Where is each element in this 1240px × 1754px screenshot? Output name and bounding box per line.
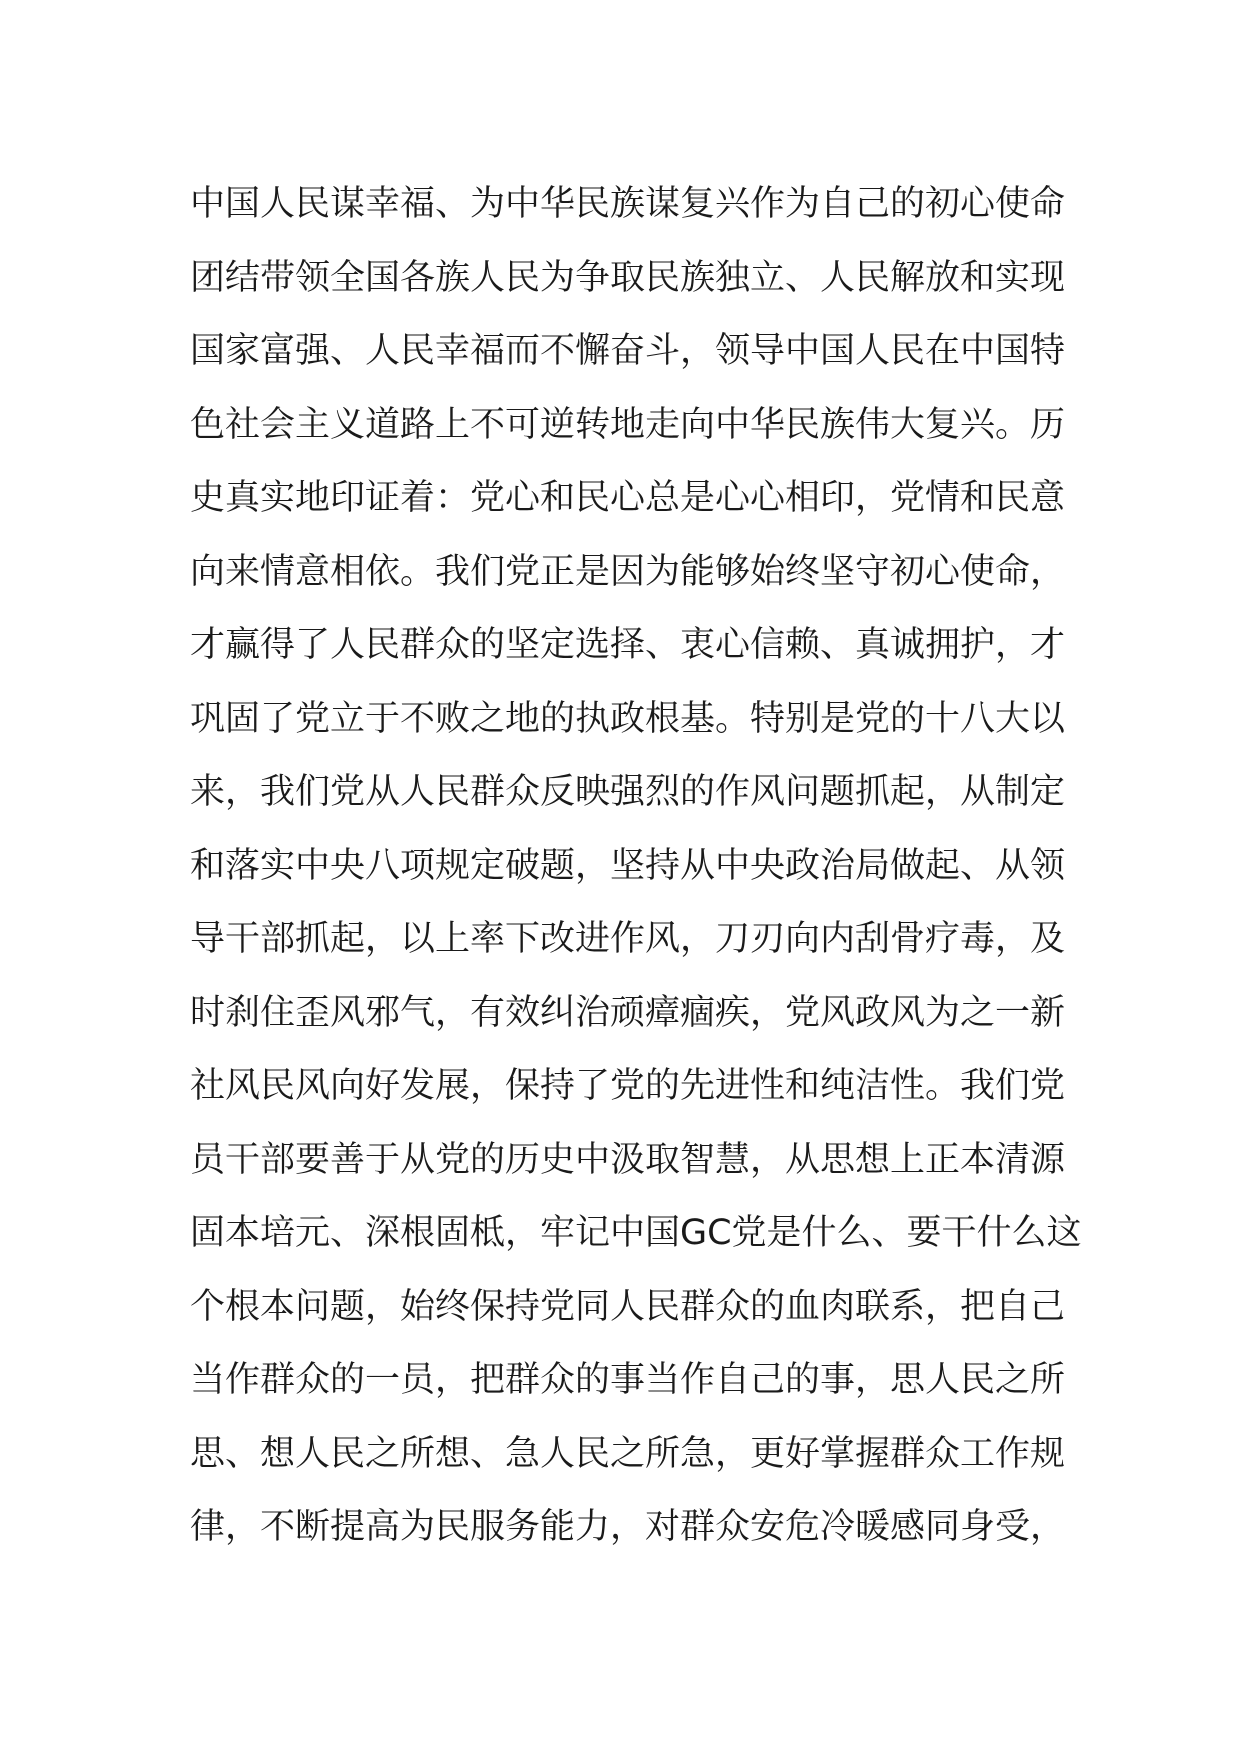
text-line: 色社会主义道路上不可逆转地走向中华民族伟大复兴。历: [190, 404, 1066, 445]
text-line: 固本培元、深根固柢，牢记中国GC党是什么、要干什么这: [190, 1213, 1082, 1253]
text-line: 国家富强、人民幸福而不懈奋斗，领导中国人民在中国特: [190, 331, 1066, 371]
text-line: 团结带领全国各族人民为争取民族独立、人民解放和实现: [190, 257, 1066, 298]
text-line: 思、想人民之所想、急人民之所急，更好掌握群众工作规: [190, 1433, 1066, 1474]
text-line: 中国人民谋幸福、为中华民族谋复兴作为自己的初心使命: [190, 184, 1066, 224]
text-line: 时刹住歪风邪气，有效纠治顽瘴痼疾，党风政风为之一新: [190, 992, 1066, 1033]
text-line: 和落实中央八项规定破题，坚持从中央政治局做起、从领: [190, 845, 1066, 886]
text-line: 导干部抓起，以上率下改进作风，刀刃向内刮骨疗毒，及: [190, 919, 1066, 959]
text-line: 史真实地印证着：党心和民心总是心心相印，党情和民意: [190, 478, 1066, 518]
body-text: [190, 168, 1082, 1565]
text-line: 员干部要善于从党的历史中汲取智慧，从思想上正本清源: [190, 1139, 1066, 1180]
text-line: 当作群众的一员，把群众的事当作自己的事，思人民之所: [190, 1360, 1066, 1400]
text-line: 律，不断提高为民服务能力，对群众安危冷暖感同身受，: [190, 1507, 1066, 1547]
text-line: 向来情意相依。我们党正是因为能够始终坚守初心使命，: [190, 551, 1066, 592]
text-line: 巩固了党立于不败之地的执政根基。特别是党的十八大以: [190, 698, 1066, 739]
text-line: 才赢得了人民群众的坚定选择、衷心信赖、真诚拥护，才: [190, 625, 1066, 665]
text-line: 来，我们党从人民群众反映强烈的作风问题抓起，从制定: [190, 772, 1066, 812]
text-line: 社风民风向好发展，保持了党的先进性和纯洁性。我们党: [190, 1066, 1066, 1106]
text-line: 个根本问题，始终保持党同人民群众的血肉联系，把自己: [190, 1286, 1066, 1327]
